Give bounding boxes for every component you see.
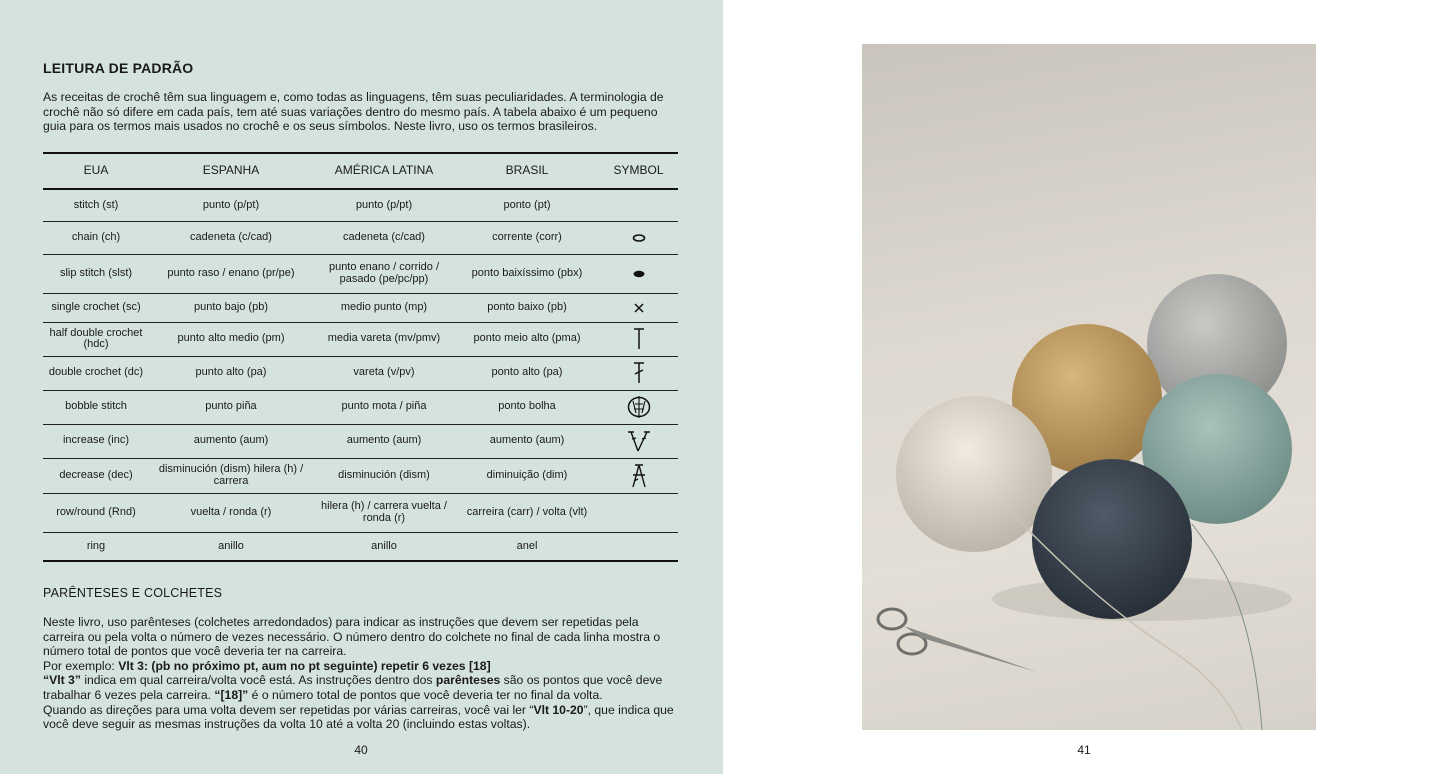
header-eua: EUA [43,153,149,189]
cell-latina: punto mota / piña [313,390,455,424]
cell-brasil: ponto baixo (pb) [455,293,599,322]
cell-brasil: ponto (pt) [455,189,599,221]
table-header-row [43,153,678,189]
stitch-terminology-table [43,152,678,562]
right-page [723,0,1445,774]
explanation-line [43,673,683,702]
cell-symbol [599,293,678,322]
table-row [43,254,678,293]
cell-eua: ring [43,532,149,561]
table-row [43,293,678,322]
decrease-symbol-icon [629,463,649,489]
cell-espanha: punto (p/pt) [149,189,313,221]
cell-espanha: punto piña [149,390,313,424]
scissors-icon [878,609,1037,672]
cell-eua: half double crochet (hdc) [43,322,149,356]
cell-symbol [599,390,678,424]
cell-eua: slip stitch (slst) [43,254,149,293]
cell-eua: row/round (Rnd) [43,493,149,532]
cell-symbol [599,356,678,390]
cell-symbol [599,458,678,493]
cell-symbol [599,189,678,221]
double-crochet-symbol-icon [631,361,647,385]
cell-brasil: corrente (corr) [455,221,599,254]
table-row [43,221,678,254]
text-span: indica em qual carreira/volta você está. As instruções dentro dos [80,673,436,688]
header-brasil: BRASIL [455,153,599,189]
table-row [43,493,678,532]
cell-brasil: carreira (carr) / volta (vlt) [455,493,599,532]
bold-term: Vlt 10-20 [533,702,584,717]
cell-latina: medio punto (mp) [313,293,455,322]
cell-eua: single crochet (sc) [43,293,149,322]
cell-eua: bobble stitch [43,390,149,424]
cell-symbol [599,221,678,254]
cell-latina: cadeneta (c/cad) [313,221,455,254]
text-span: Quando as direções para uma volta devem ser repetidas por várias carreiras, você vai ler “ [43,702,534,717]
explanation-paragraph: Neste livro, uso parênteses (colchetes arredondados) para indicar as instruções que devem ser repetidas pela carreira ou pela volta o número de vezes necessário. O número dentro do colchete no final de cada linha mostra o número total de pontos que você deveria ter na carreira. [43,615,661,659]
cell-espanha: punto alto (pa) [149,356,313,390]
cell-eua: decrease (dec) [43,458,149,493]
cell-espanha: cadeneta (c/cad) [149,221,313,254]
chain-symbol-icon [631,233,647,243]
cell-latina: anillo [313,532,455,561]
cell-eua: double crochet (dc) [43,356,149,390]
cell-espanha: vuelta / ronda (r) [149,493,313,532]
bobble-stitch-symbol-icon [626,394,652,420]
cell-symbol [599,532,678,561]
bold-term: parênteses [435,673,501,688]
cell-brasil: aumento (aum) [455,424,599,458]
cell-symbol [599,254,678,293]
page-number-left: 40 [354,743,368,757]
cell-symbol [599,493,678,532]
cell-latina: disminución (dism) [313,458,455,493]
explanation-line [43,703,683,732]
section-subheading: PARÊNTESES E COLCHETES [43,586,223,600]
cell-eua: increase (inc) [43,424,149,458]
explanation-text [43,615,683,732]
table-row [43,189,678,221]
cell-brasil: ponto bolha [455,390,599,424]
table-row [43,390,678,424]
cell-espanha: punto alto medio (pm) [149,322,313,356]
cell-brasil: ponto baixíssimo (pbx) [455,254,599,293]
cell-latina: vareta (v/pv) [313,356,455,390]
text-span: é o número total de pontos que você deveria ter no final da volta. [248,687,603,702]
page-heading: LEITURA DE PADRÃO [43,60,194,76]
example-label: Por exemplo: [43,658,119,673]
cell-espanha: punto bajo (pb) [149,293,313,322]
slip-stitch-symbol-icon [631,269,647,279]
example-line [43,659,683,674]
text-span: são os pontos que você deve trabalhar 6 vezes pela carreira. [43,673,663,702]
table-row [43,532,678,561]
increase-symbol-icon [626,429,652,453]
cell-latina: media vareta (mv/pmv) [313,322,455,356]
cell-latina: punto (p/pt) [313,189,455,221]
header-america-latina: AMÉRICA LATINA [313,153,455,189]
half-double-crochet-symbol-icon [631,327,647,351]
cell-espanha: disminución (dism) hilera (h) / carrera [149,458,313,493]
table-row [43,322,678,356]
cell-brasil: anel [455,532,599,561]
cell-brasil: ponto meio alto (pma) [455,322,599,356]
example-instruction: Vlt 3: (pb no próximo pt, aum no pt seguinte) repetir 6 vezes [18] [118,658,491,673]
cell-espanha: anillo [149,532,313,561]
header-symbol: SYMBOL [599,153,678,189]
cell-eua: stitch (st) [43,189,149,221]
header-espanha: ESPANHA [149,153,313,189]
cell-latina: aumento (aum) [313,424,455,458]
cell-eua: chain (ch) [43,221,149,254]
cell-latina: punto enano / corrido / pasado (pe/pc/pp) [313,254,455,293]
cell-espanha: aumento (aum) [149,424,313,458]
cell-brasil: diminuição (dim) [455,458,599,493]
text-span: ”, que indica que você deve seguir as mesmas instruções da volta 10 até a volta 20 (incluindo estas voltas). [43,702,674,732]
table-row [43,458,678,493]
yarn-balls-photo [862,44,1316,730]
intro-paragraph: As receitas de crochê têm sua linguagem e, como todas as linguagens, têm suas peculiaridades. A terminologia de crochê não só difere em cada país, tem até suas variações dentro do mesmo país. A tabela abaixo é um pequeno guia para os termos mais usados no crochê e os seus símbolos. Neste livro, uso os termos brasileiros. [43,90,664,134]
cell-latina: hilera (h) / carrera vuelta / ronda (r) [313,493,455,532]
bold-term: “[18]” [214,687,249,702]
page-number-right: 41 [1077,743,1091,757]
table-row [43,424,678,458]
cell-symbol [599,322,678,356]
cell-symbol [599,424,678,458]
cell-brasil: ponto alto (pa) [455,356,599,390]
table-row [43,356,678,390]
single-crochet-symbol-icon [633,302,645,314]
bold-term: “Vlt 3” [43,673,81,688]
cell-espanha: punto raso / enano (pr/pe) [149,254,313,293]
